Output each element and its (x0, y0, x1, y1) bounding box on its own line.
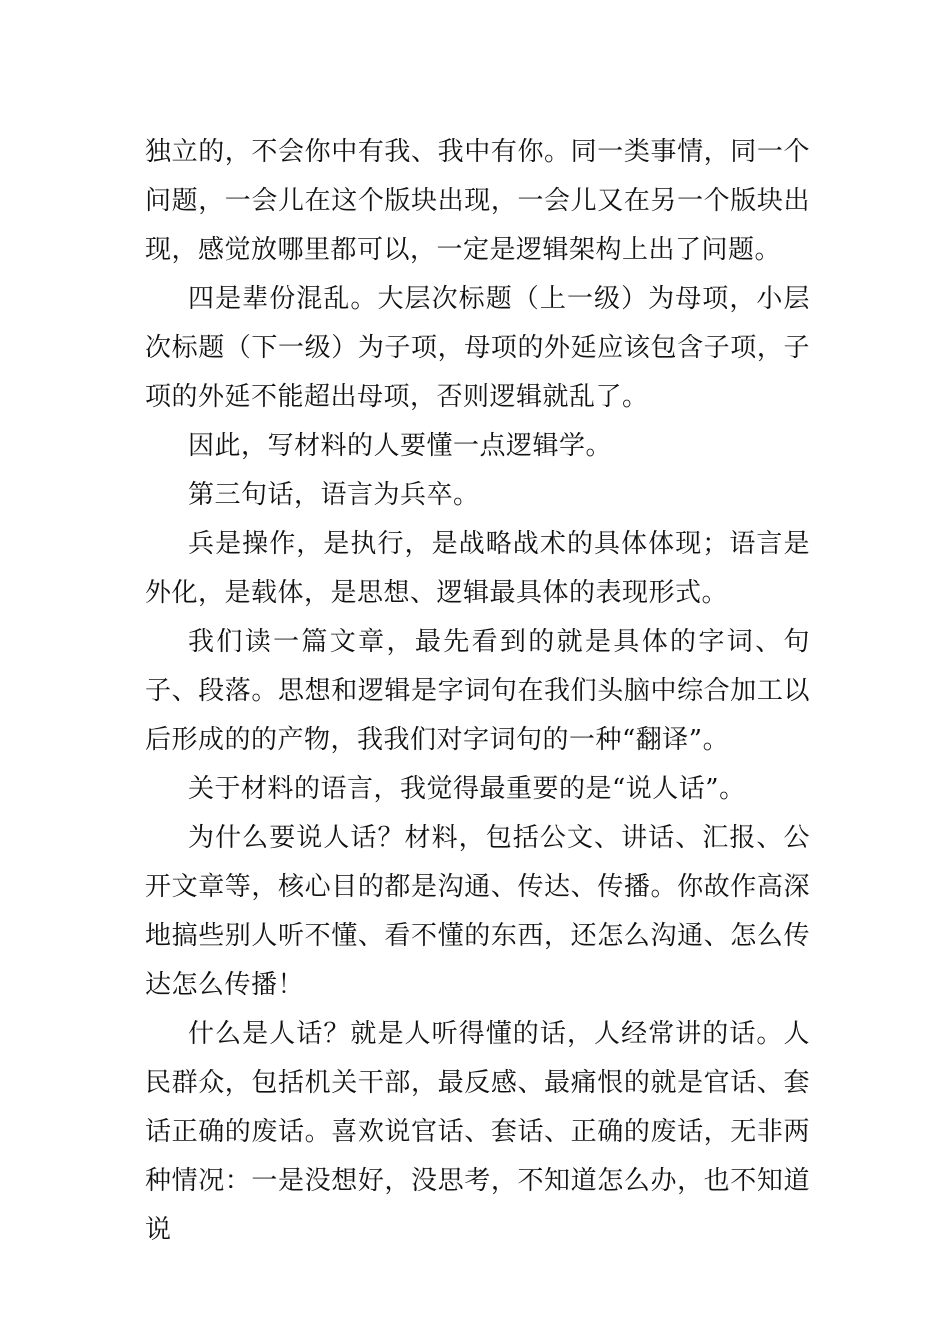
paragraph-2: 四是辈份混乱。大层次标题（上一级）为母项，小层次标题（下一级）为子项，母项的外延应该包含子项，子项的外延不能超出母项，否则逻辑就乱了。 (145, 284, 810, 412)
paragraph-8: 为什么要说人话？材料，包括公文、讲话、汇报、公开文章等，核心目的都是沟通、传达、传播。你故作高深地搞些别人听不懂、看不懂的东西，还怎么沟通、怎么传达怎么传播！ (145, 823, 810, 1000)
paragraph-1: 独立的，不会你中有我、我中有你。同一类事情，同一个问题，一会儿在这个版块出现，一会儿又在另一个版块出现，感觉放哪里都可以，一定是逻辑架构上出了问题。 (145, 137, 810, 265)
document-body (145, 128, 810, 1255)
paragraph-5: 兵是操作，是执行，是战略战术的具体体现；语言是外化，是载体，是思想、逻辑最具体的表现形式。 (145, 529, 810, 608)
paragraph-7: 关于材料的语言，我觉得最重要的是“说人话”。 (188, 774, 746, 804)
paragraph-3: 因此，写材料的人要懂一点逻辑学。 (188, 431, 613, 461)
paragraph-4: 第三句话，语言为兵卒。 (188, 480, 480, 510)
paragraph-6: 我们读一篇文章，最先看到的就是具体的字词、句子、段落。思想和逻辑是字词句在我们头脑中综合加工以后形成的的产物，我我们对字词句的一种“翻译”。 (145, 627, 810, 755)
paragraph-9: 什么是人话？就是人听得懂的话，人经常讲的话。人民群众，包括机关干部，最反感、最痛恨的就是官话、套话正确的废话。喜欢说官话、套话、正确的废话，无非两种情况：一是没想好，没思考，不知道怎么办，也不知道说 (145, 1019, 810, 1245)
